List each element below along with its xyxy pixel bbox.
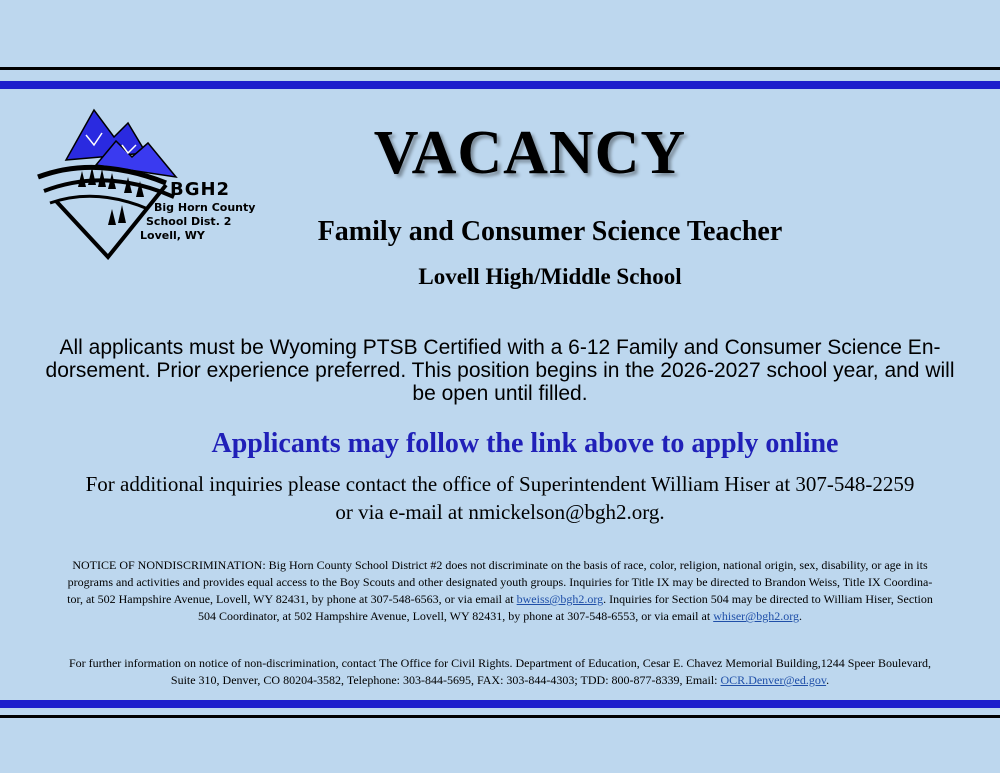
inquiries-line: or via e-mail at nmickelson@bgh2.org. <box>335 500 665 524</box>
logo-district-number: School Dist. 2 <box>146 215 232 228</box>
logo-abbreviation: BGH2 <box>170 179 231 200</box>
apply-online-note: Applicants may follow the link above to apply online <box>211 428 839 459</box>
notice-line <box>30 591 970 608</box>
further-information <box>30 655 970 689</box>
notice-line: programs and activities and provides equal access to the Boy Scouts and other designated youth groups. Inquiries for Title IX may be directed to Brandon Weiss, Title IX Coordina- <box>67 575 933 589</box>
further-line <box>30 672 970 689</box>
further-line: For further information on notice of non-discrimination, contact The Office for Civil Rights. Department of Education, Cesar E. Chavez Memorial Building,1244 Speer Boulevard, <box>68 656 932 670</box>
bottom-black-rule <box>0 715 1000 718</box>
bottom-blue-rule <box>0 700 1000 708</box>
requirements-line: All applicants must be Wyoming PTSB Certified with a 6-12 Family and Consumer Science En- <box>59 336 941 359</box>
ocr-email-link[interactable]: OCR.Denver@ed.gov <box>720 673 827 687</box>
notice-line <box>30 608 970 625</box>
logo-location: Lovell, WY <box>140 229 205 242</box>
inquiries-line: For additional inquiries please contact the office of Superintendent William Hiser at 307-548-2259 <box>85 472 915 496</box>
notice-text: tor, at 502 Hampshire Avenue, Lovell, WY 82431, by phone at 307-548-6563, or via email at <box>67 592 517 606</box>
section-504-email-link[interactable]: whiser@bgh2.org <box>713 609 800 623</box>
requirements-paragraph <box>40 336 960 405</box>
requirements-line: be open until filled. <box>412 382 588 405</box>
top-black-rule <box>0 67 1000 70</box>
top-blue-rule <box>0 81 1000 89</box>
notice-text: . <box>799 609 803 623</box>
logo-district-name: Big Horn County <box>154 201 256 214</box>
notice-text: . Inquiries for Section 504 may be directed to William Hiser, Section <box>603 592 933 606</box>
further-text: . <box>826 673 830 687</box>
notice-line: NOTICE OF NONDISCRIMINATION: Big Horn County School District #2 does not discriminate on the basis of race, color, religion, national origin, sex, disability, or age in its <box>72 558 928 572</box>
school-name: Lovell High/Middle School <box>418 264 682 289</box>
requirements-line: dorsement. Prior experience preferred. This position begins in the 2026-2027 school year, and will <box>45 359 955 382</box>
nondiscrimination-notice <box>30 557 970 625</box>
position-title: Family and Consumer Science Teacher <box>317 216 783 247</box>
title-ix-email-link[interactable]: bweiss@bgh2.org <box>516 592 604 606</box>
district-logo <box>36 105 276 260</box>
vacancy-heading: VACANCY <box>373 119 687 187</box>
inquiries-paragraph <box>30 470 970 526</box>
notice-text: 504 Coordinator, at 502 Hampshire Avenue, Lovell, WY 82431, by phone at 307-548-6553, or via email at <box>197 609 714 623</box>
further-text: Suite 310, Denver, CO 80204-3582, Telephone: 303-844-5695, FAX: 303-844-4303; TDD: 800-877-8339, Email: <box>170 673 721 687</box>
